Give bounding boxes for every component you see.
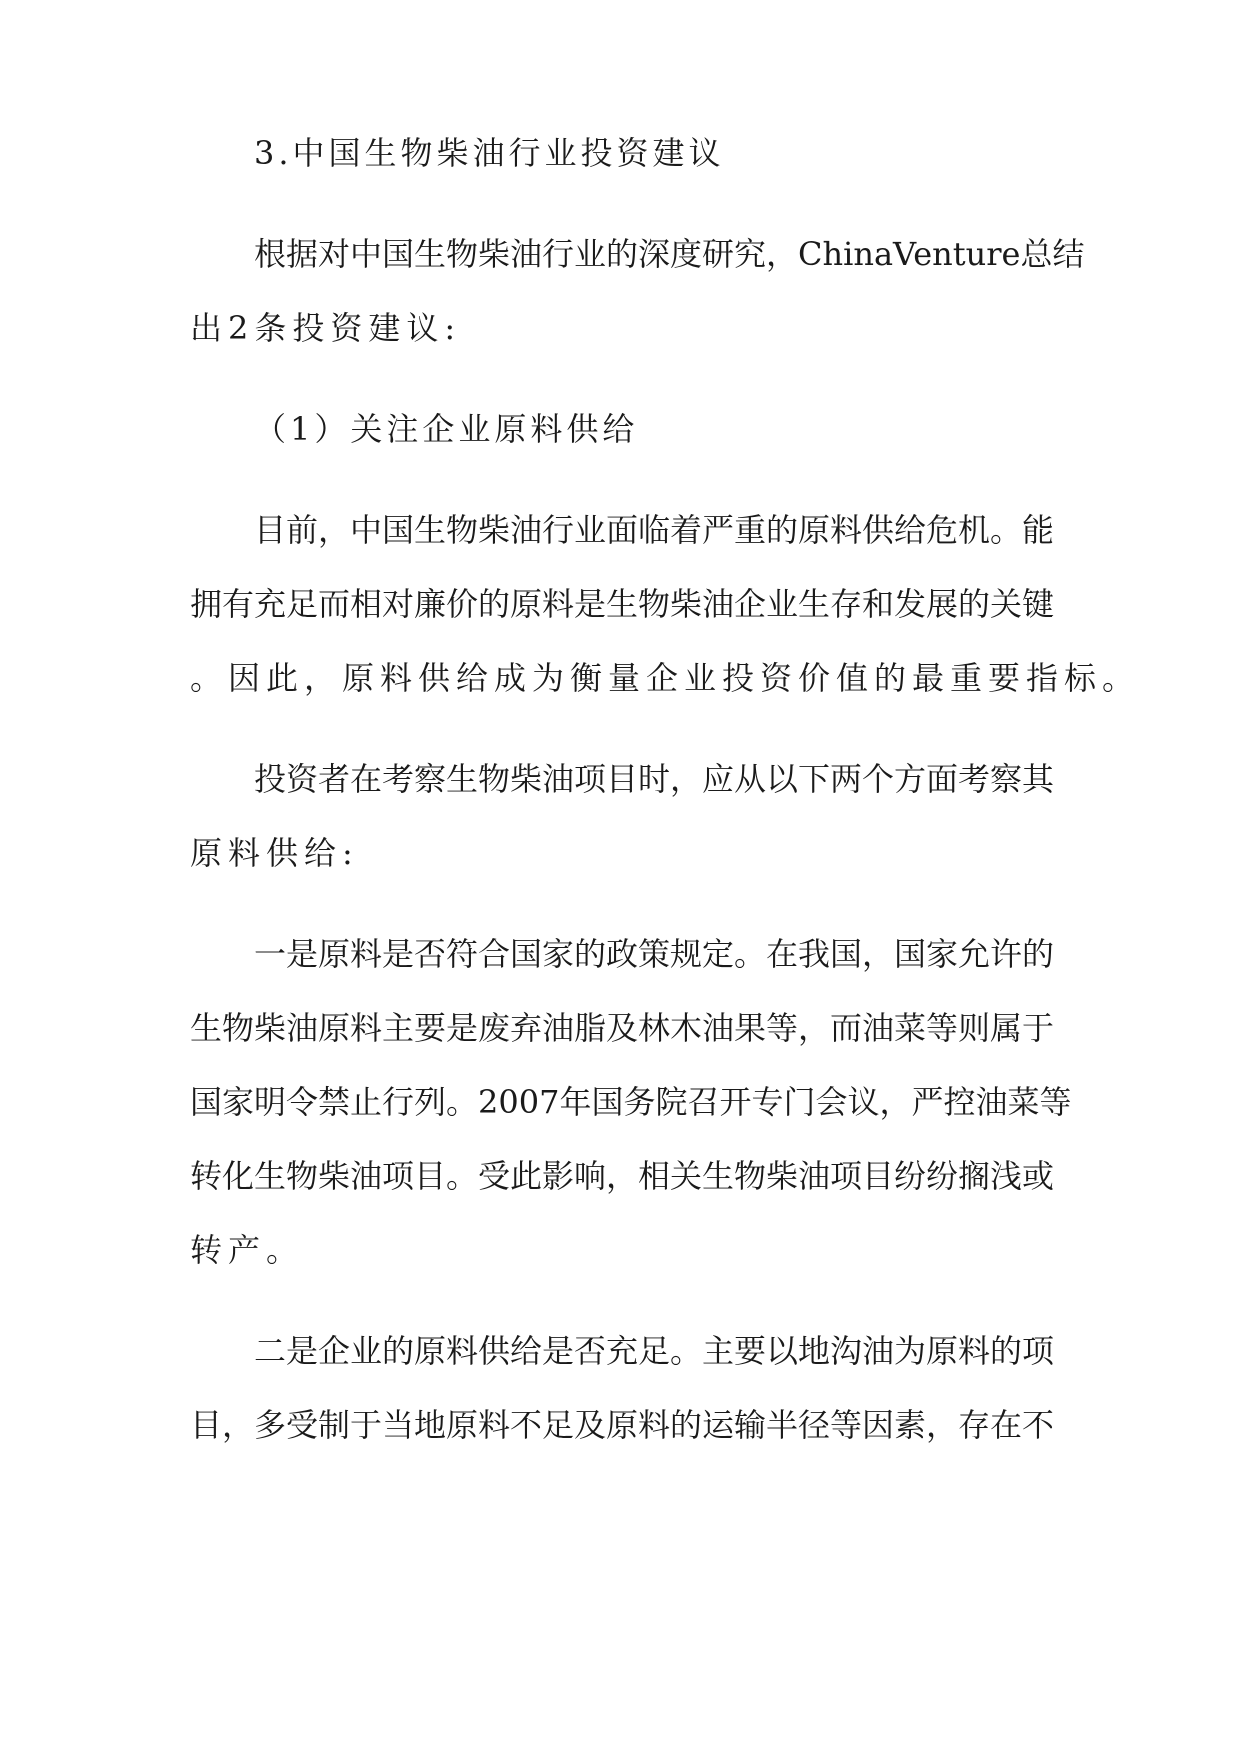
subsection-heading: （1）关注企业原料供给 — [254, 410, 639, 448]
paragraph-line: 投资者在考察生物柴油项目时，应从以下两个方面考察其 — [254, 760, 1055, 798]
paragraph-line: 二是企业的原料供给是否充足。主要以地沟油为原料的项 — [254, 1332, 1055, 1370]
paragraph-line: 。因此，原料供给成为衡量企业投资价值的最重要指标。 — [190, 659, 1141, 697]
paragraph-line: 一是原料是否符合国家的政策规定。在我国，国家允许的 — [254, 935, 1055, 973]
paragraph-line: 转产。 — [190, 1231, 305, 1269]
paragraph-line: 目，多受制于当地原料不足及原料的运输半径等因素，存在不 — [190, 1406, 1055, 1444]
section-heading: 3.中国生物柴油行业投资建议 — [254, 134, 725, 172]
paragraph-line: 出2条投资建议: — [190, 309, 462, 347]
paragraph-line: 原料供给: — [190, 834, 359, 872]
paragraph-line: 拥有充足而相对廉价的原料是生物柴油企业生存和发展的关键 — [190, 585, 1055, 623]
paragraph-line: 目前，中国生物柴油行业面临着严重的原料供给危机。能 — [254, 511, 1055, 549]
paragraph-line: 国家明令禁止行列。2007年国务院召开专门会议，严控油菜等 — [190, 1083, 1072, 1121]
paragraph-line: 转化生物柴油项目。受此影响，相关生物柴油项目纷纷搁浅或 — [190, 1157, 1055, 1195]
paragraph-line: 生物柴油原料主要是废弃油脂及林木油果等，而油菜等则属于 — [190, 1009, 1055, 1047]
paragraph-line: 根据对中国生物柴油行业的深度研究，ChinaVenture总结 — [254, 235, 1085, 273]
